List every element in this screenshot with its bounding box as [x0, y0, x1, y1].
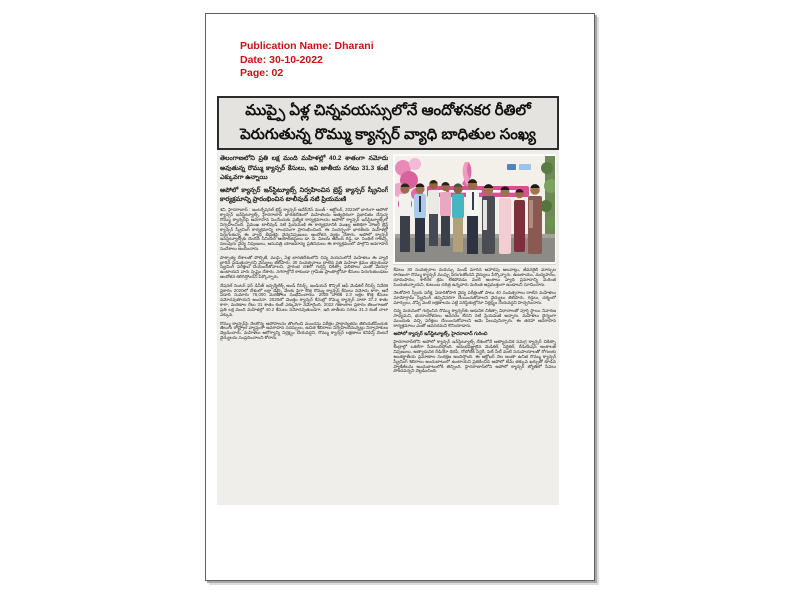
- publication-meta: [240, 40, 374, 81]
- newspaper-clipping: [217, 96, 559, 505]
- subhead-2: అపోలో క్యాన్సర్ ఇన్‌స్టిట్యూట్స్ నిర్వహించిన బ్రెస్ట్ క్యాన్సర్ స్క్రీనింగ్ కార్యక్రమాన్ని ప్రారంభించిన టాలీవుడ్ నటి ప్రియమణి: [220, 186, 389, 204]
- event-photo: [393, 154, 556, 264]
- subhead-1: తెలంగాణలోని ప్రతి లక్ష మంది మహిళల్లో 40.2 శాతంగా నమోదు అవుతున్న రొమ్ము క్యాన్సర్ కేసులు, ఇవి జాతీయ సగటు 31.3 కంటే ఎక్కువగా ఉన్నాయి: [220, 155, 389, 182]
- right-paragraph-1: కేవలం 30 సంవత్సరాల వయస్సు నుండే మారిన ఆహారపు అలవాట్లు, జీవనశైలి మార్పుల కారణంగా రొమ్ము క్యాన్సర్ ముప్పు పెరుగుతోందని వైద్యులు పేర్కొన్నారు. ఊబకాయం, మద్యపానం, ధూమపానం, శారీరక శ్రమ లేకపోవడం వంటి అంశాలు వ్యాధి ప్రమాదాన్ని మరింత పెంచుతున్నాయని, కుటుంబ చరిత్ర ఉన్నవారు మరింత అప్రమత్తంగా ఉండాలని సూచించారు.: [393, 267, 556, 287]
- document-page: [205, 13, 595, 581]
- right-paragraph-2: నెలకోసారి స్వీయ పరీక్ష, ఏడాదికోసారి వైద్య పరీక్షలతో పాటు 40 సంవత్సరాలు దాటిన మహిళలు మామోగ్రామ్ స్క్రీనింగ్ తప్పనిసరిగా చేయించుకోవాలని వైద్యులు తెలిపారు. గడ్డలు, చర్మంలో మార్పులు, నొప్పి వంటి లక్షణాలను ఎట్టి పరిస్థితుల్లోనూ నిర్లక్ష్యం చేయవద్దని హెచ్చరించారు.: [393, 290, 556, 305]
- left-paragraph-4: రొమ్ము క్యాన్సర్‌పై నెలకొన్న అపోహలను తొలగించి ముందస్తు పరీక్షల ప్రాధాన్యతను తెలియజేసేందుకు తెలుగు రాష్ట్రాల వ్యాప్తంగా అవగాహన సదస్సులు, ఉచిత శిబిరాలు నిర్వహించనున్నట్లు నిర్వాహకులు వెల్లడించారు. మహిళలు ఆరోగ్యాన్ని నిర్లక్ష్యం చేయవద్దని, రొమ్ము క్యాన్సర్ లక్షణాలు కనిపిస్తే వెంటనే వైద్యులను సంప్రదించాలని కోరారు.: [220, 320, 389, 341]
- left-paragraph-2: పాశ్చాత్య దేశాలతో పోల్చితే, ముప్పై ఏళ్ల భారతదేశంలోని చిన్న వయసులోనే మహిళలు ఈ వ్యాధి బారిన పడుతున్నారని వైద్యులు తెలిపారు. 30 సంవత్సరాలు దాటిన ప్రతి మహిళా క్రమం తప్పకుండా స్క్రీనింగ్ పరీక్షలు చేయించుకోవాలని, ప్రారంభ దశలో గుర్తిస్తే చికిత్సా ఫలితాలు ఎంతో మెరుగ్గా ఉంటాయని వారు స్పష్టం చేశారు. నగరాల్లోనే కాకుండా గ్రామీణ ప్రాంతాల్లోనూ కేసులు పెరుగుతుండటం ఆందోళన కలిగిస్తోందని పేర్కొన్నారు.: [220, 254, 389, 280]
- about-paragraph: హైదరాబాద్‌లోని అపోలో క్యాన్సర్ ఇన్‌స్టిట్యూట్స్ దేశంలోనే అత్యాధునిక సమగ్ర క్యాన్సర్ చికిత్సా కేంద్రాల్లో ఒకటిగా సేవలందిస్తోంది. అనుభవజ్ఞులైన మెడికల్, సర్జికల్, రేడియేషన్ ఆంకాలజీ నిపుణులు, అత్యాధునిక రేడియో థెరపీ, రోబోటిక్ సర్జరీ, పెట్ సీటీ వంటి సదుపాయాలతో రోగులకు అంతర్జాతీయ ప్రమాణాల సంరక్షణ అందిస్తోంది. ఈ అక్టోబర్ నెల అంతా ఉచిత రొమ్ము క్యాన్సర్ స్క్రీనింగ్ శిబిరాలు అందుబాటులో ఉంటాయని ప్రకటించిన అపోలో టీమ్ తక్కువ ఖర్చుతో కూడిన ప్యాకేజీలను అందుబాటులోకి తెచ్చింది. హైదరాబాద్‌లోని అపోలో క్యాన్సర్ జ్యోతిలో సేవలు పొందవచ్చని వెల్లడించింది.: [393, 338, 556, 374]
- about-section-heading: అపోలో క్యాన్సర్ ఇన్‌స్టిట్యూట్స్, హైదరాబాద్ గురించి: [393, 332, 488, 338]
- article-right-column: [393, 154, 556, 502]
- publication-date-label: Date: 30-10-2022: [240, 53, 323, 66]
- right-paragraph-3: చిన్న వయసులో గుర్తించిన రొమ్ము క్యాన్సర్‌కు ఆధునిక చికిత్సా విధానాలతో పూర్తి స్థాయి నివారణ సాధ్యమని, భయాందోళనలు అవసరం లేదని నటి ప్రియమణి అన్నారు. మహిళలు ధైర్యంగా ముందుకు వచ్చి పరీక్షలు చేయించుకోవాలని ఆమె పిలుపునిచ్చారు. ఈ తరహా అవగాహన కార్యక్రమాలు ఎంతో అవసరమని కొనియాడారు.: [393, 308, 556, 329]
- headline-box: [217, 96, 559, 150]
- people-group: [399, 179, 542, 254]
- left-paragraph-1: శని, హైదరాబాద్ : ఇంటర్నేషనల్ బ్రెస్ట్ క్యాన్సర్ అవేర్‌నెస్ మంత్ - అక్టోబర్, 2022లో భాగంగా అపోలో క్యాన్సర్ ఇన్‌స్టిట్యూట్స్, హైదరాబాద్ భారతదేశంలో మహిళలను అత్యధికంగా ప్రభావితం చేస్తున్న రొమ్ము క్యాన్సర్‌పై అవగాహన పెంచేందుకు ప్రత్యేక కార్యక్రమాలను అపోలో క్యాన్సర్ ఇన్‌స్టిట్యూట్స్‌లో నిర్వహించింది. ప్రముఖ టాలీవుడ్ నటి ప్రియమణి ఈ కార్యక్రమానికి ముఖ్య అతిథిగా హాజరై బ్రెస్ట్ క్యాన్సర్ స్క్రీనింగ్ కార్యక్రమాన్ని లాంఛనంగా ప్రారంభించింది. ఈ సందర్భంగా భారతీయ మహిళల్లో పెరుగుతున్న ఈ వ్యాధి తీవ్రతపై వైద్యనిపుణులు ఆందోళన వ్యక్తం చేశారు. అపోలో క్యాన్సర్ ఇన్‌స్టిట్యూట్స్‌కు చెందిన సీనియర్ ఆంకాలజిస్టులు డా. పి. విజయ్ ఆనంద్ రెడ్డి, డా. సెంథిల్ రాజప్ప, పలువురు వైద్య నిపుణులు, ఆసుపత్రి యాజమాన్య ప్రతినిధులు ఈ కార్యక్రమంలో పాల్గొని అవగాహన సందేశాలు అందించారు.: [220, 206, 389, 252]
- event-photo-illustration: [395, 156, 555, 262]
- article-columns: [217, 150, 559, 502]
- left-paragraph-3: నేషనల్ సెంటర్ ఫర్ డిసీజ్ ఇన్ఫర్మేటిక్స్ అండ్ రీసెర్చ్, ఇండియన్ కౌన్సిల్ ఆఫ్ మెడికల్ రీసెర్చ్ నివేదిక ప్రకారం 2020లో దేశంలో లక్షా డెబ్బై వేలకు పైగా కొత్త రొమ్ము క్యాన్సర్ కేసులు నమోదు కాగా, అదే ఏడాది సుమారు 76,000 మరణాలు సంభవించాయి. 2025 నాటికి 2.3 లక్షల కొత్త కేసులు నమోదవుతాయని అంచనా. 2020లో మొత్తం క్యాన్సర్ కేసుల్లో రొమ్ము క్యాన్సర్ వాటా 37.2 శాతం కాగా, మరణాల రేటు 31 శాతం కంటే ఎక్కువగా నమోదైంది. 2022 గణాంకాల ప్రకారం తెలంగాణలో ప్రతి లక్ష మంది మహిళల్లో 40.2 కేసులు నమోదవుతుండగా, ఇది జాతీయ సగటు 31.3 కంటే చాలా ఎక్కువ.: [220, 282, 389, 318]
- article-left-column: [220, 154, 388, 502]
- headline-line-1: ముప్పై ఏళ్ల చిన్నవయస్సులోనే ఆందోళనకర రీతిలో: [245, 102, 531, 119]
- publication-name-label: Publication Name: Dharani: [240, 40, 374, 52]
- headline-line-2: పెరుగుతున్న రొమ్ము క్యాన్సర్ వ్యాధి బాధితుల సంఖ్య: [240, 126, 536, 143]
- publication-page-label: Page: 02: [240, 67, 284, 79]
